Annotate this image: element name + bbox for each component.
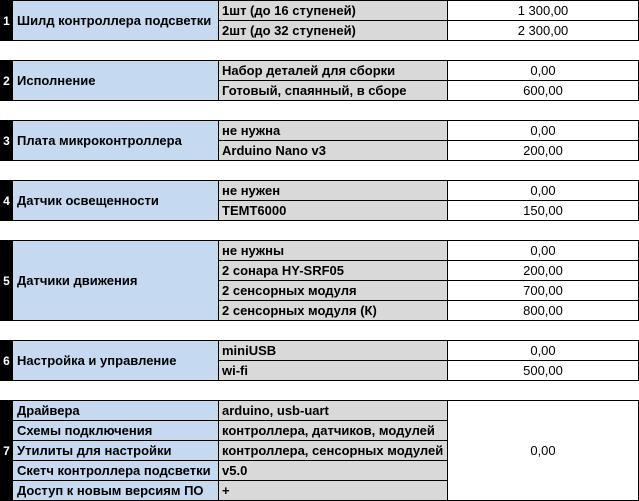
section-number: 4 bbox=[0, 180, 13, 221]
option-price: 500,00 bbox=[447, 360, 639, 381]
included-item-value: контроллера, датчиков, модулей bbox=[218, 420, 448, 441]
option-price: 0,00 bbox=[447, 180, 639, 201]
option-price: 800,00 bbox=[447, 300, 639, 321]
section-number: 7 bbox=[0, 400, 13, 501]
option-label[interactable]: miniUSB bbox=[218, 340, 448, 361]
option-price: 0,00 bbox=[447, 60, 639, 81]
section-number: 6 bbox=[0, 340, 13, 381]
option-label[interactable]: Arduino Nano v3 bbox=[218, 140, 448, 161]
option-price: 200,00 bbox=[447, 260, 639, 281]
option-label[interactable]: 2шт (до 32 ступеней) bbox=[218, 20, 448, 41]
included-item-label: Схемы подключения bbox=[12, 420, 219, 441]
option-label[interactable]: 1шт (до 16 ступеней) bbox=[218, 0, 448, 21]
option-label[interactable]: TEMT6000 bbox=[218, 200, 448, 221]
section-title: Датчики движения bbox=[12, 240, 219, 321]
included-item-label: Доступ к новым версиям ПО bbox=[12, 480, 219, 501]
section-title: Датчик освещенности bbox=[12, 180, 219, 221]
option-label[interactable]: не нужна bbox=[218, 120, 448, 141]
option-label[interactable]: не нужны bbox=[218, 240, 448, 261]
section-title: Шилд контроллера подсветки bbox=[12, 0, 219, 41]
section-number: 5 bbox=[0, 240, 13, 321]
option-price: 1 300,00 bbox=[447, 0, 639, 21]
included-item-value: arduino, usb-uart bbox=[218, 400, 448, 421]
section-title: Плата микроконтроллера bbox=[12, 120, 219, 161]
option-price: 200,00 bbox=[447, 140, 639, 161]
option-label[interactable]: 2 сенсорных модуля bbox=[218, 280, 448, 301]
section-number: 1 bbox=[0, 0, 13, 41]
section-number: 2 bbox=[0, 60, 13, 101]
option-label[interactable]: не нужен bbox=[218, 180, 448, 201]
section-number: 3 bbox=[0, 120, 13, 161]
included-item-label: Драйвера bbox=[12, 400, 219, 421]
option-price: 150,00 bbox=[447, 200, 639, 221]
included-item-label: Скетч контроллера подсветки bbox=[12, 460, 219, 481]
option-label[interactable]: 2 сенсорных модуля (К) bbox=[218, 300, 448, 321]
option-price: 2 300,00 bbox=[447, 20, 639, 41]
option-label[interactable]: 2 сонара HY-SRF05 bbox=[218, 260, 448, 281]
included-price: 0,00 bbox=[447, 400, 639, 501]
option-label[interactable]: Готовый, спаянный, в сборе bbox=[218, 80, 448, 101]
option-price: 0,00 bbox=[447, 240, 639, 261]
option-price: 0,00 bbox=[447, 340, 639, 361]
included-item-label: Утилиты для настройки bbox=[12, 440, 219, 461]
option-price: 600,00 bbox=[447, 80, 639, 101]
option-price: 0,00 bbox=[447, 120, 639, 141]
included-item-value: + bbox=[218, 480, 448, 501]
included-item-value: контроллера, сенсорных модулей bbox=[218, 440, 448, 461]
section-title: Исполнение bbox=[12, 60, 219, 101]
included-item-value: v5.0 bbox=[218, 460, 448, 481]
option-price: 700,00 bbox=[447, 280, 639, 301]
option-label[interactable]: wi-fi bbox=[218, 360, 448, 381]
option-label[interactable]: Набор деталей для сборки bbox=[218, 60, 448, 81]
section-title: Настройка и управление bbox=[12, 340, 219, 381]
